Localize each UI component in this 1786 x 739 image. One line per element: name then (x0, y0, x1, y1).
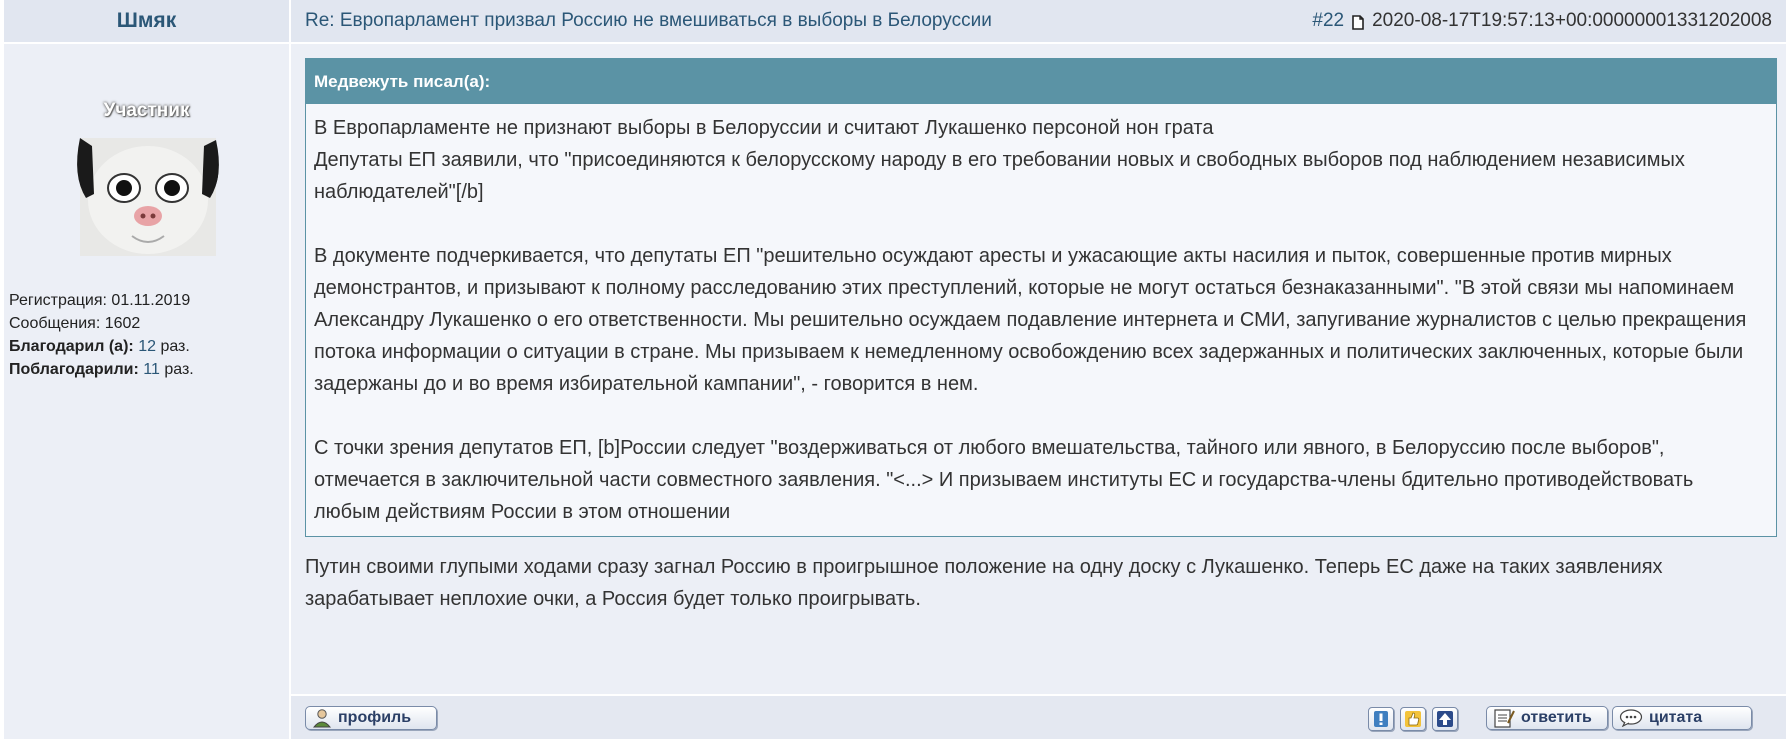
quote-paragraph: С точки зрения депутатов ЕП, [b]России следует "воздерживаться от любого вмешательства, тайного или явного, в Белоруссию после выборов", отмечается в заключительной части совместного заявления. "<...> И призываем институты ЕС и государства-члены бдительно противодействовать любым действиям России в этом отношении (314, 437, 1694, 523)
author-name[interactable]: Шмяк (116, 9, 177, 32)
thanked-label: Благодарил (а): (9, 338, 134, 355)
report-button[interactable] (1368, 707, 1394, 731)
quote-paragraph: В документе подчеркивается, что депутаты ЕП "решительно осуждают аресты и ужасающие акты насилия и пыток, совершенные против мирных демонстрантов, и призывают к полному расследованию этих преступлений, которые не могут остаться безнаказанными". "В этой связи мы напоминаем Александру Лукашенко о его ответственности. Мы решительно осуждаем подавление интернета и СМИ, запугивание журналистов с целью прекращения потока информации о ситуации в стране. Мы призываем к немедленному освобождению всех задержанных и политических заключенных, которые были задержаны до и во время избирательной кампании", - говорится в нем. (314, 245, 1747, 395)
scroll-top-button[interactable] (1432, 707, 1458, 731)
post-number-link[interactable]: #22 (1312, 10, 1345, 31)
profile-button[interactable] (305, 706, 437, 730)
was-thanked-label: Поблагодарили: (9, 361, 139, 378)
post-body (291, 44, 1786, 694)
post-timestamp: 2020-08-17T19:57:13+00:00000001331202008 (1372, 10, 1772, 31)
profile-button-label: профиль (338, 709, 412, 726)
post-meta (1312, 10, 1772, 32)
user-rank: Участник (103, 100, 190, 121)
thanked-count[interactable]: 12 (138, 338, 156, 355)
topic-title-link[interactable]: Re: Европарламент призвал Россию не вмешиваться в выборы в Белоруссии (305, 10, 992, 31)
quote-button-label: цитата (1649, 709, 1703, 726)
user-icon (312, 708, 332, 728)
post-author[interactable] (4, 0, 291, 44)
quote-button[interactable] (1612, 706, 1752, 730)
registration-date: Регистрация: 01.11.2019 (9, 292, 191, 309)
thanks-button[interactable] (1400, 707, 1426, 731)
was-thanked-count[interactable]: 11 (143, 361, 160, 378)
thumbs-up-icon (1405, 711, 1421, 727)
was-thanked-stat (9, 358, 194, 381)
was-thanked-suffix: раз. (164, 361, 194, 378)
arrow-up-icon (1437, 711, 1453, 727)
forum-post (4, 0, 1786, 739)
post-actions (291, 694, 1786, 739)
quote-paragraph: В Европарламенте не признают выборы в Белоруссии и считают Лукашенко персоной нон грата Депутаты ЕП заявили, что "присоединяются к белорусскому народу в его требовании новых и свободных выборов под наблюдением независимых наблюдателей"[/b] (314, 117, 1685, 203)
avatar[interactable] (72, 136, 224, 258)
post-header (291, 0, 1786, 44)
thanked-stat (9, 335, 194, 358)
user-stats (9, 289, 194, 381)
notepad-icon (1493, 708, 1515, 728)
quote-block (305, 58, 1777, 537)
message-count: Сообщения: 1602 (9, 315, 141, 332)
reply-button-label: ответить (1521, 709, 1592, 726)
thanked-suffix: раз. (160, 338, 190, 355)
reply-button[interactable] (1486, 706, 1608, 730)
author-sidebar (4, 44, 291, 739)
speech-bubble-icon (1619, 709, 1643, 727)
quote-text (306, 104, 1776, 536)
reply-text: Путин своими глупыми ходами сразу загнал Россию в проигрышное положение на одну доску с Лукашенко. Теперь ЕС даже на таких заявлениях зарабатывает неплохие очки, а Россия будет только проигрывать. (305, 556, 1663, 610)
post-file-icon[interactable] (1352, 14, 1364, 29)
exclamation-icon (1374, 711, 1388, 727)
quote-header: Медвежуть писал(а): (306, 59, 1776, 104)
